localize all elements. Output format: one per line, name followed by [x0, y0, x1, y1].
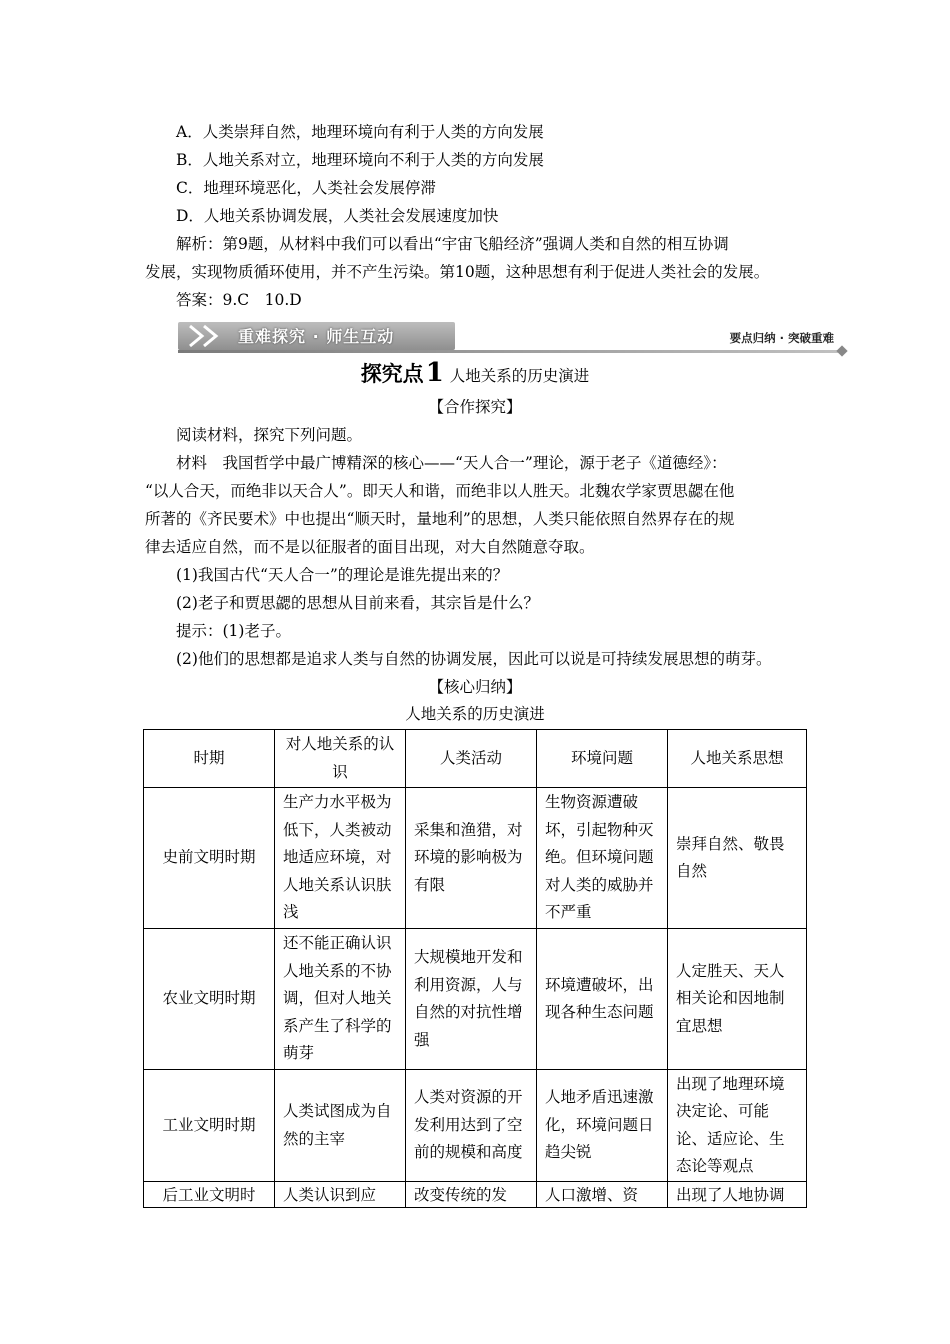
table-cell: 人类试图成为自然的主宰: [275, 1070, 406, 1182]
table-cell: 改变传统的发: [406, 1182, 537, 1208]
table-cell: 人口激增、资: [537, 1182, 668, 1208]
section-banner: [178, 322, 848, 352]
table-row: [144, 1070, 807, 1182]
option-c: C．地理环境恶化，人类社会发展停滞: [176, 179, 436, 197]
diamond-icon: [836, 345, 847, 356]
table-row: [144, 1182, 807, 1208]
table-header-row: [144, 730, 807, 788]
table-cell: 采集和渔猎，对环境的影响极为有限: [406, 788, 537, 929]
question-1: (1)我国古代“天人合一”的理论是谁先提出来的？: [176, 566, 509, 584]
table-cell: 环境遭破坏，出现各种生态问题: [537, 929, 668, 1070]
table-cell: 出现了地理环境决定论、可能论、适应论、生态论等观点: [668, 1070, 807, 1182]
table-cell: 还不能正确认识人地关系的不协调，但对人地关系产生了科学的萌芽: [275, 929, 406, 1070]
table-cell: 史前文明时期: [144, 788, 275, 929]
banner-left-block: [178, 322, 455, 350]
table-cell: 工业文明时期: [144, 1070, 275, 1182]
material-line-2: “以人合天，而绝非以天合人”。即天人和谐，而绝非以人胜天。北魏农学家贾思勰在他: [145, 482, 735, 500]
table-row: [144, 929, 807, 1070]
instruction: 阅读材料，探究下列问题。: [176, 426, 363, 444]
section-number: 1: [425, 358, 444, 388]
chevron-right-icon: [186, 324, 234, 348]
table-cell: 大规模地开发和利用资源，人与自然的对抗性增强: [406, 929, 537, 1070]
section-heading: [0, 358, 950, 388]
table-cell: 后工业文明时: [144, 1182, 275, 1208]
table-cell: 人类认识到应: [275, 1182, 406, 1208]
table-cell: 崇拜自然、敬畏自然: [668, 788, 807, 929]
material-line-1: 材料 我国哲学中最广博精深的核心——“天人合一”理论，源于老子《道德经》：: [176, 454, 727, 472]
option-b: B．人地关系对立，地理环境向不利于人类的方向发展: [176, 151, 544, 169]
hint-1: 提示：(1)老子。: [176, 622, 291, 640]
banner-left-label: 重难探究 · 师生互动: [238, 327, 395, 346]
header-thought: 人地关系思想: [668, 730, 807, 788]
banner-right-label: 要点归纳 · 突破重难: [729, 331, 834, 345]
table-cell: 人地矛盾迅速激化，环境问题日趋尖锐: [537, 1070, 668, 1182]
core-header: 【核心归纳】: [428, 678, 522, 696]
banner-rule: [178, 350, 838, 353]
section-title: 探究点: [360, 362, 424, 386]
header-problems: 环境问题: [537, 730, 668, 788]
material-line-4: 律去适应自然，而不是以征服者的面目出现，对大自然随意夺取。: [145, 538, 595, 556]
table-title: 人地关系的历史演进: [405, 705, 545, 723]
coop-header: 【合作探究】: [428, 398, 522, 416]
table-cell: 人类对资源的开发利用达到了空前的规模和高度: [406, 1070, 537, 1182]
answer: 答案：9.C 10.D: [176, 291, 302, 309]
analysis-line-2: 发展，实现物质循环使用，并不产生污染。第10题，这种思想有利于促进人类社会的发展。: [145, 263, 770, 281]
analysis-line-1: 解析：第9题，从材料中我们可以看出“宇宙飞船经济”强调人类和自然的相互协调: [176, 235, 729, 253]
table-cell: 出现了人地协调: [668, 1182, 807, 1208]
section-subtitle: 人地关系的历史演进: [449, 367, 590, 385]
header-period: 时期: [144, 730, 275, 788]
header-understanding: 对人地关系的认识: [275, 730, 406, 788]
table-cell: 生产力水平极为低下，人类被动地适应环境，对人地关系认识肤浅: [275, 788, 406, 929]
table-cell: 生物资源遭破坏，引起物种灭绝。但环境问题对人类的威胁并不严重: [537, 788, 668, 929]
history-table: [143, 729, 807, 1208]
table-row: [144, 788, 807, 929]
material-line-3: 所著的《齐民要术》中也提出“顺天时，量地利”的思想，人类只能依照自然界存在的规: [145, 510, 735, 528]
table-cell: 人定胜天、天人相关论和因地制宜思想: [668, 929, 807, 1070]
table-cell: 农业文明时期: [144, 929, 275, 1070]
option-a: A．人类崇拜自然，地理环境向有利于人类的方向发展: [176, 123, 544, 141]
header-activity: 人类活动: [406, 730, 537, 788]
hint-2: (2)他们的思想都是追求人类与自然的协调发展，因此可以说是可持续发展思想的萌芽。: [176, 650, 772, 668]
option-d: D．人地关系协调发展，人类社会发展速度加快: [176, 207, 499, 225]
question-2: (2)老子和贾思勰的思想从目前来看，其宗旨是什么？: [176, 594, 539, 612]
